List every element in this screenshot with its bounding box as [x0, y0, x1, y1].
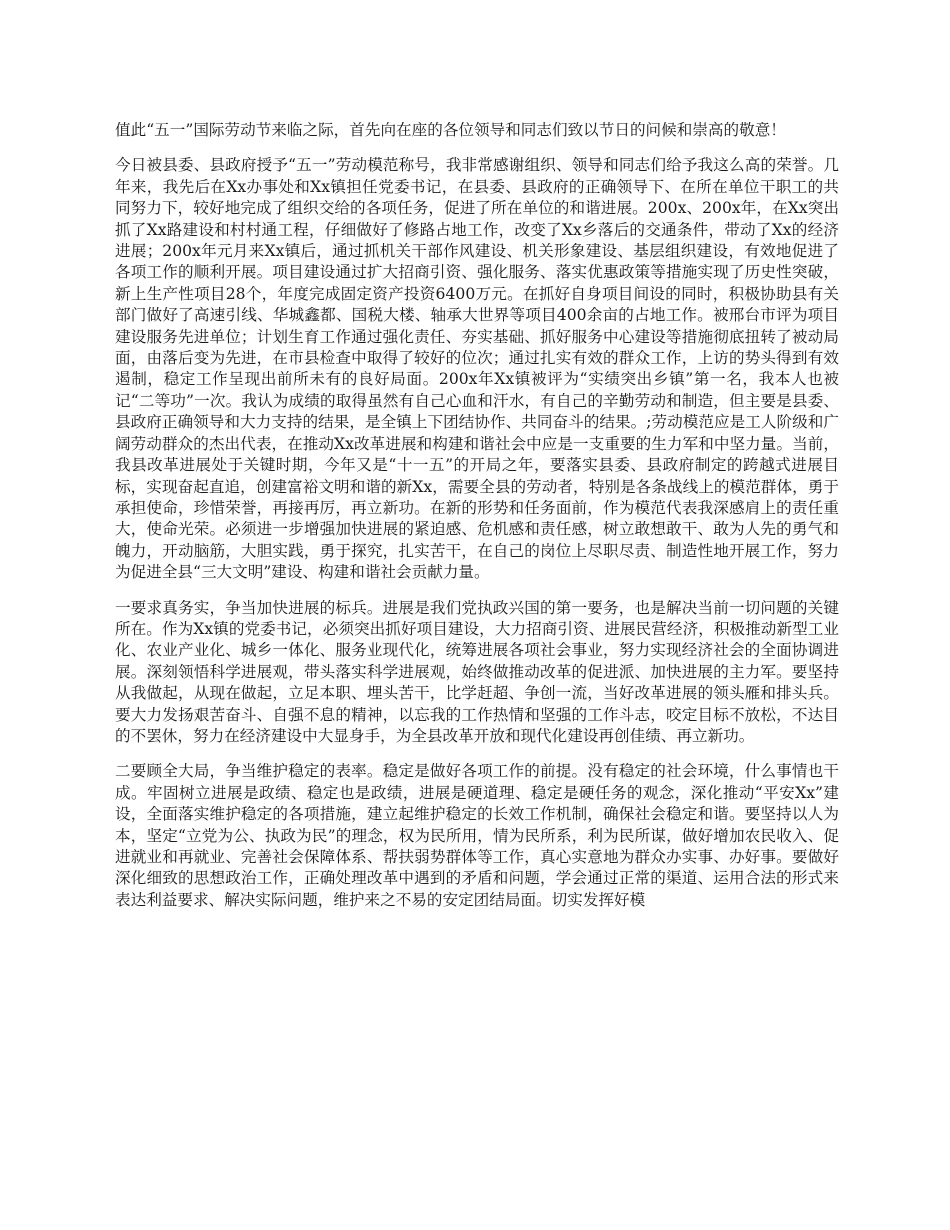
document-page [115, 120, 839, 925]
paragraph-point-one: 一要求真务实，争当加快进展的标兵。进展是我们党执政兴国的第一要务，也是解决当前一切问题的关键所在。作为Xx镇的党委书记，必须突出抓好项目建设，大力招商引资、进展民营经济，积极推动新型工业化、农业产业化、城乡一体化、服务业现代化，统筹进展各项社会事业，努力实现经济社会的全面协调进展。深刻领悟科学进展观，带头落实科学进展观，始终做推动改革的促进派、加快进展的主力军。要坚持从我做起，从现在做起，立足本职、埋头苦干，比学赶超、争创一流，当好改革进展的领头雁和排头兵。要大力发扬艰苦奋斗、自强不息的精神，以忘我的工作热情和坚强的工作斗志，咬定目标不放松，不达目的不罢休，努力在经济建设中大显身手，为全县改革开放和现代化建设再创佳绩、再立新功。 [115, 598, 839, 745]
paragraph-point-two: 二要顾全大局，争当维护稳定的表率。稳定是做好各项工作的前提。没有稳定的社会环境，什么事情也干成。牢固树立进展是政绩、稳定也是政绩，进展是硬道理、稳定是硬任务的观念，深化推动“平安Xx”建设，全面落实维护稳定的各项措施，建立起维护稳定的长效工作机制，确保社会稳定和谐。要坚持以人为本，坚定“立党为公、执政为民”的理念，权为民所用，情为民所系，利为民所谋，做好增加农民收入、促进就业和再就业、完善社会保障体系、帮扶弱势群体等工作，真心实意地为群众办实事、办好事。要做好深化细致的思想政治工作，正确处理改革中遇到的矛盾和问题，学会通过正常的渠道、运用合法的形式来表达利益要求、解决实际问题，维护来之不易的安定团结局面。切实发挥好模 [115, 762, 839, 909]
paragraph-greeting: 值此“五一”国际劳动节来临之际，首先向在座的各位领导和同志们致以节日的问候和崇高的敬意！ [115, 121, 786, 139]
paragraph-achievements: 今日被县委、县政府授予“五一”劳动模范称号，我非常感谢组织、领导和同志们给予我这么高的荣誉。几年来，我先后在Xx办事处和Xx镇担任党委书记，在县委、县政府的正确领导下、在所在单位干职工的共同努力下，较好地完成了组织交给的各项任务，促进了所在单位的和谐进展。200x、200x年，在Xx突出抓了Xx路建设和村村通工程，仔细做好了修路占地工作，改变了Xx乡落后的交通条件，带动了Xx的经济进展；200x年元月来Xx镇后，通过抓机关干部作风建设、机关形象建设、基层组织建设，有效地促进了各项工作的顺利开展。项目建设通过扩大招商引资、强化服务、落实优惠政策等措施实现了历史性突破，新上生产性项目28个，年度完成固定资产投资6400万元。在抓好自身项目间设的同时，积极协助县有关部门做好了高速引线、华城鑫都、国税大楼、轴承大世界等项目400余亩的占地工作。被邢台市评为项目建设服务先进单位；计划生育工作通过强化责任、夯实基础、抓好服务中心建设等措施彻底扭转了被动局面，由落后变为先进，在市县检查中取得了较好的位次；通过扎实有效的群众工作，上访的势头得到有效遏制，稳定工作呈现出前所未有的良好局面。200x年Xx镇被评为“实绩突出乡镇”第一名，我本人也被记“二等功”一次。我认为成绩的取得虽然有自己心血和汗水，有自己的辛勤劳动和制造，但主要是县委、县政府正确领导和大力支持的结果，是全镇上下团结协作、共同奋斗的结果。;劳动模范应是工人阶级和广阔劳动群众的杰出代表，在推动Xx改革进展和构建和谐社会中应是一支重要的生力军和中坚力量。当前，我县改革进展处于关键时期，今年又是“十一五”的开局之年，要落实县委、县政府制定的跨越式进展目标，实现奋起直追，创建富裕文明和谐的新Xx，需要全县的劳动者，特别是各条战线上的模范群体，勇于承担使命，珍惜荣誉，再接再厉，再立新功。在新的形势和任务面前，作为模范代表我深感肩上的责任重大，使命光荣。必须进一步增强加快进展的紧迫感、危机感和责任感，树立敢想敢干、敢为人先的勇气和魄力，开动脑筋，大胆实践，勇于探究，扎实苦干，在自己的岗位上尽职尽责、制造性地开展工作，努力为促进全县“三大文明”建设、构建和谐社会贡献力量。 [115, 156, 839, 582]
